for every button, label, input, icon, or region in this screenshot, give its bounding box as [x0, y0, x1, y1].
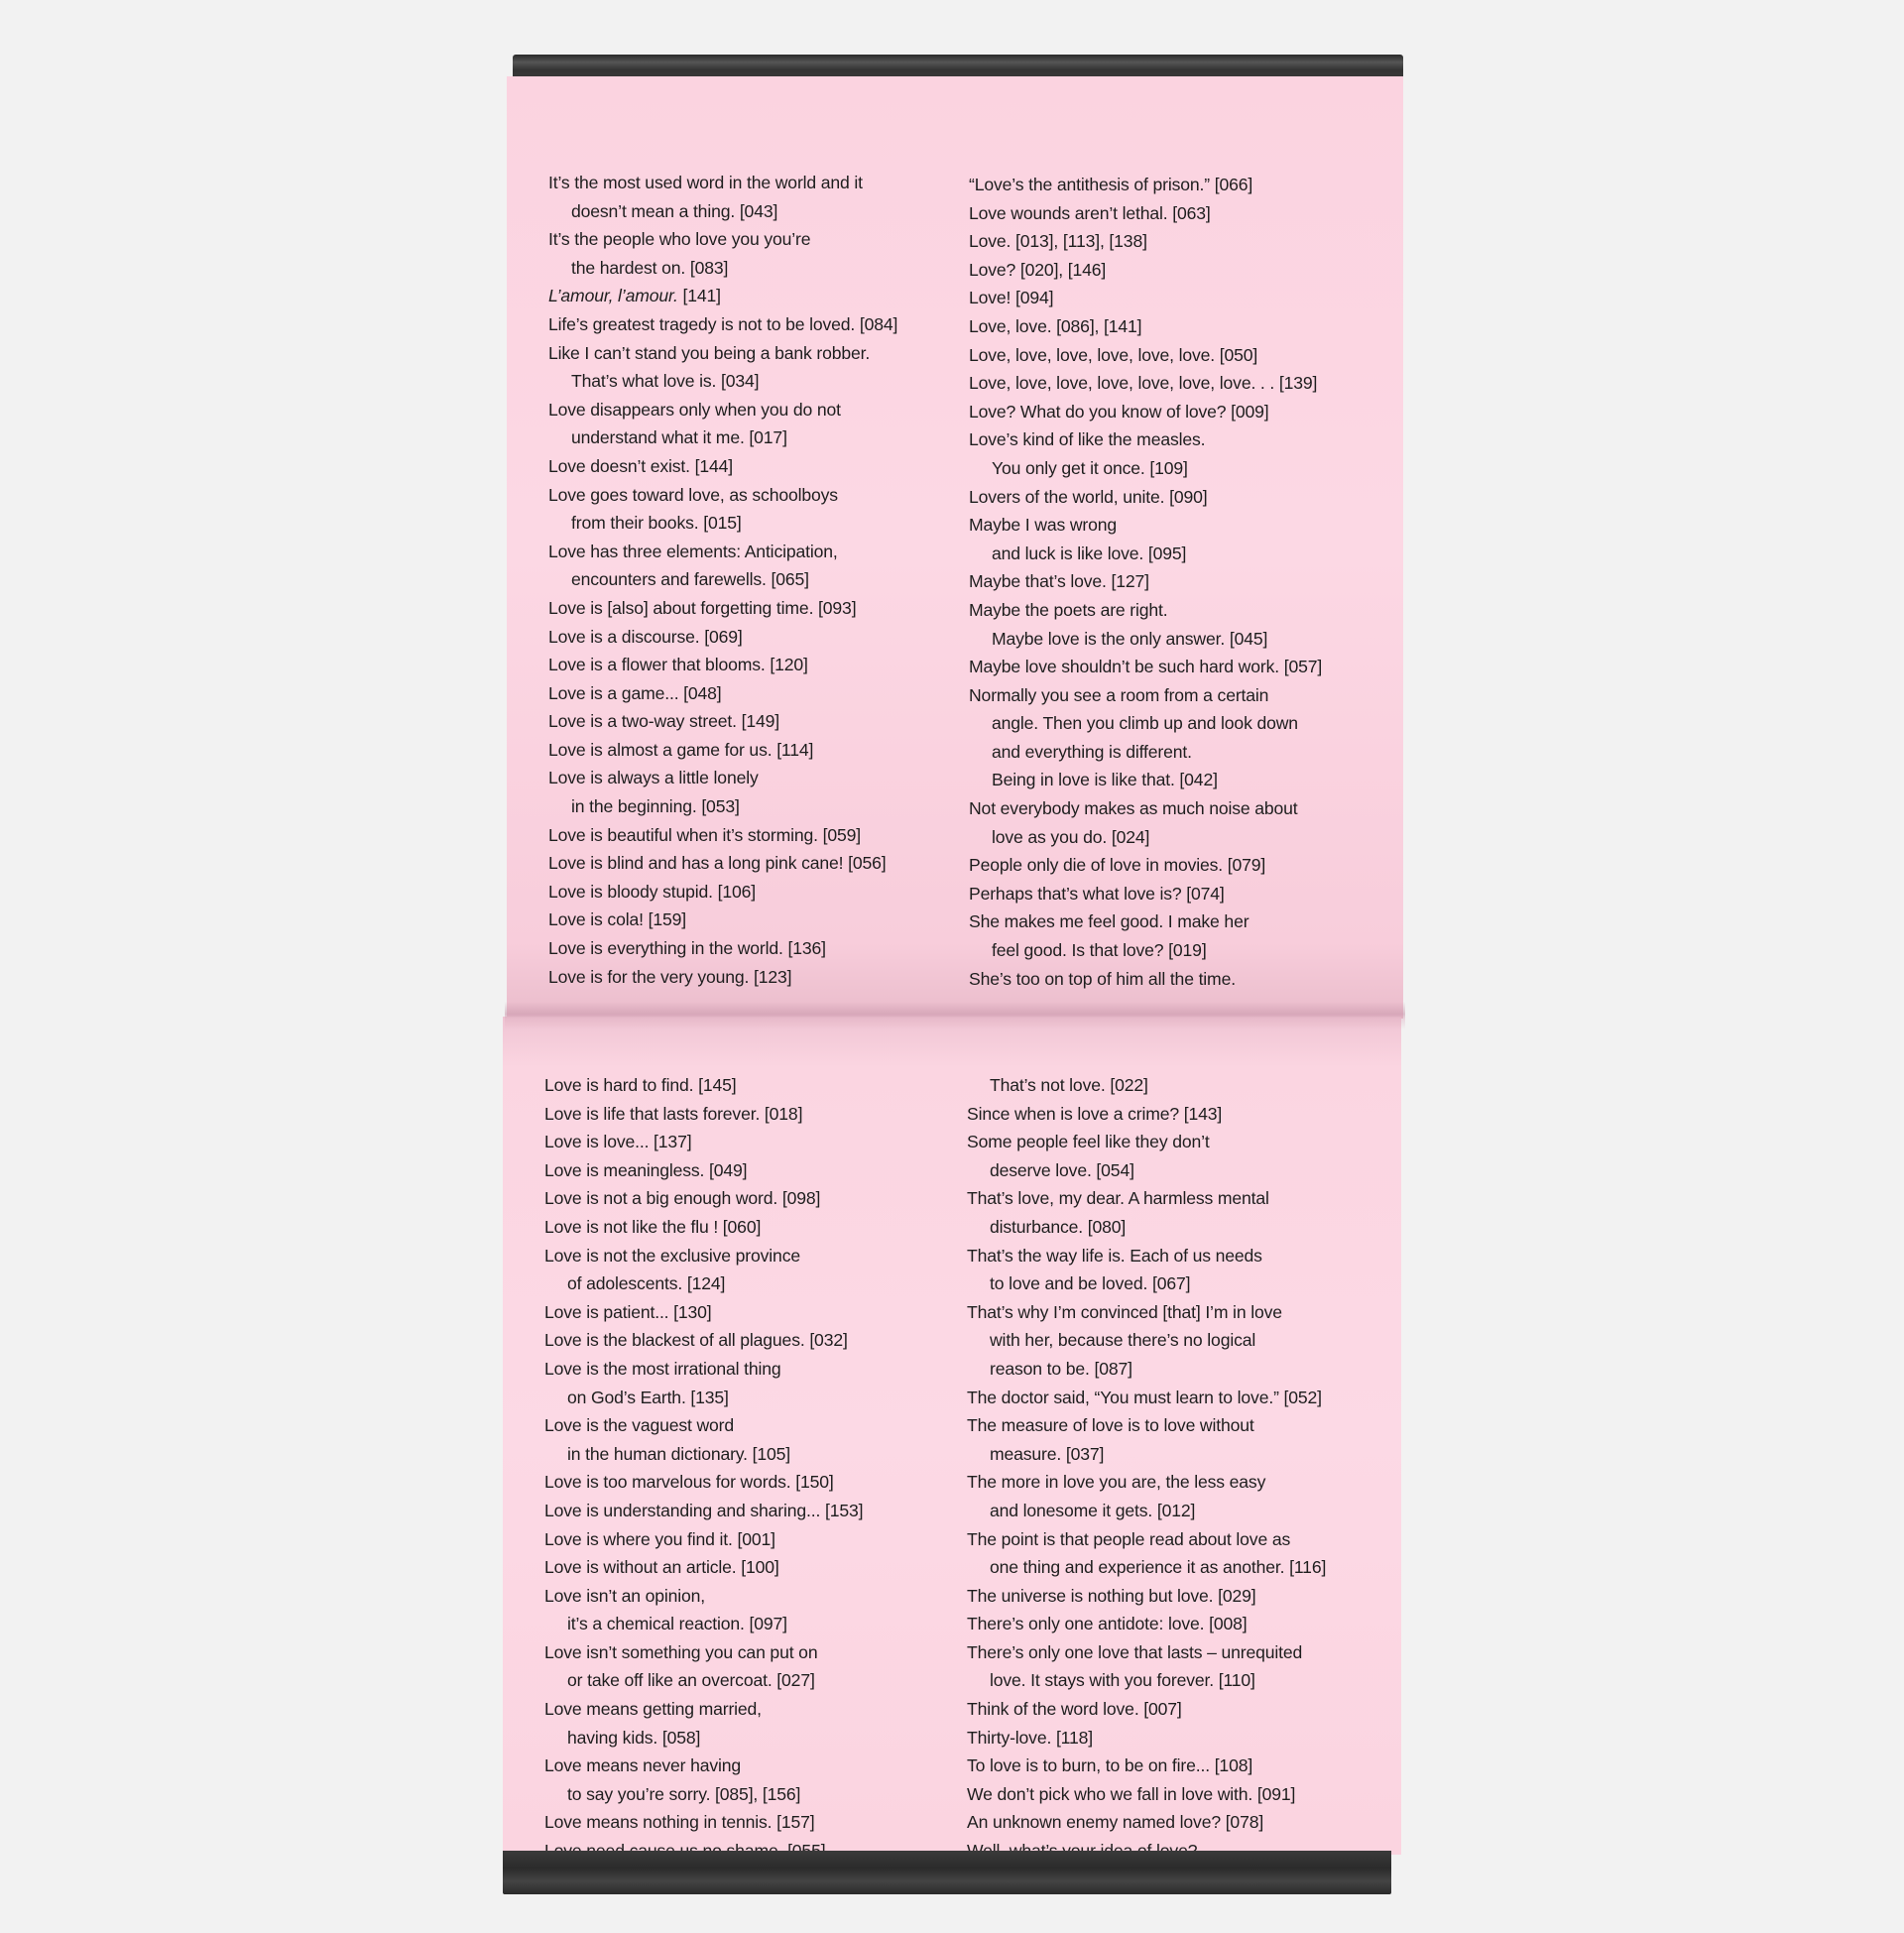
quote-line: Love. [013], [113], [138] — [969, 231, 1147, 252]
quote-line: We don’t pick who we fall in love with. [091] — [967, 1783, 1296, 1804]
quote-line: understand what it me. [017] — [571, 427, 787, 448]
quote-line: Love is without an article. [100] — [544, 1557, 779, 1578]
quote-line: Love is not a big enough word. [098] — [544, 1188, 821, 1209]
quote-line: The doctor said, “You must learn to love.” [052] — [967, 1387, 1322, 1407]
quote-line: She makes me feel good. I make her — [969, 911, 1250, 932]
quote-line: reason to be. [087] — [990, 1358, 1132, 1379]
quote-line: Love is the vaguest word — [544, 1415, 735, 1436]
quote-line: Love is life that lasts forever. [018] — [544, 1103, 803, 1124]
quote-line: The universe is nothing but love. [029] — [967, 1585, 1256, 1606]
quote-line: Love is too marvelous for words. [150] — [544, 1472, 834, 1493]
quote-line: She’s too on top of him all the time. — [969, 968, 1236, 989]
quote-line: Love means never having — [544, 1755, 742, 1776]
top-right-column — [969, 171, 1322, 993]
quote-line: in the human dictionary. [105] — [567, 1443, 791, 1464]
page-edge-bottom — [503, 1851, 1391, 1894]
quote-line: Being in love is like that. [042] — [992, 770, 1218, 790]
quote-line: Love, love. [086], [141] — [969, 315, 1142, 336]
quote-line: one thing and experience it as another. [116] — [990, 1557, 1327, 1578]
quote-line: doesn’t mean a thing. [043] — [571, 200, 778, 221]
top-left-column — [548, 169, 897, 991]
quote-line: encounters and farewells. [065] — [571, 569, 809, 590]
quote-line: Love is not the exclusive province — [544, 1245, 800, 1266]
quote-line: disturbance. [080] — [990, 1216, 1127, 1237]
quote-line — [548, 282, 897, 310]
bottom-page — [503, 1017, 1401, 1855]
quote-line: Love isn’t something you can put on — [544, 1641, 818, 1662]
quote-line: Love is a discourse. [069] — [548, 626, 743, 647]
quote-line: It’s the people who love you you’re — [548, 229, 811, 250]
quote-line: That’s love, my dear. A harmless mental — [967, 1188, 1269, 1209]
quote-line: measure. [037] — [990, 1443, 1105, 1464]
quote-line: It’s the most used word in the world and it — [548, 173, 863, 192]
quote-line: You only get it once. [109] — [992, 457, 1188, 478]
quote-line: Love! [094] — [969, 288, 1054, 308]
quote-line: to say you’re sorry. [085], [156] — [567, 1783, 801, 1804]
quote-line: love. It stays with you forever. [110] — [990, 1670, 1255, 1691]
quote-line: with her, because there’s no logical — [990, 1330, 1256, 1351]
quote-line: Love has three elements: Anticipation, — [548, 541, 838, 561]
quote-reference: [141] — [677, 286, 721, 306]
quote-line: feel good. Is that love? [019] — [992, 940, 1207, 961]
quote-line: The point is that people read about love as — [967, 1528, 1291, 1549]
quote-line: Love goes toward love, as schoolboys — [548, 484, 838, 505]
quote-line: Love is the blackest of all plagues. [032] — [544, 1330, 848, 1351]
quote-line: Love is for the very young. [123] — [548, 966, 792, 987]
quote-line: Love doesn’t exist. [144] — [548, 455, 733, 476]
quote-line: Maybe love shouldn’t be such hard work. [057] — [969, 657, 1323, 677]
quote-line: Love, love, love, love, love, love, love. . . [139] — [969, 373, 1318, 394]
quote-line: Think of the word love. [007] — [967, 1699, 1182, 1720]
quote-line: Maybe I was wrong — [969, 515, 1118, 536]
quote-line: Love, love, love, love, love, love. [050] — [969, 344, 1258, 365]
quote-line: That’s the way life is. Each of us needs — [967, 1245, 1262, 1266]
quote-line: of adolescents. [124] — [567, 1273, 726, 1294]
quote-line: on God’s Earth. [135] — [567, 1387, 729, 1407]
quote-line: There’s only one antidote: love. [008] — [967, 1614, 1248, 1634]
bottom-right-column — [967, 1071, 1326, 1893]
quote-line: having kids. [058] — [567, 1727, 701, 1748]
quote-line: Love? [020], [146] — [969, 259, 1107, 280]
quote-line: Love means getting married, — [544, 1699, 762, 1720]
quote-line: Love is the most irrational thing — [544, 1358, 781, 1379]
quote-line: People only die of love in movies. [079] — [969, 855, 1266, 876]
quote-line: Love is almost a game for us. [114] — [548, 739, 814, 760]
quote-line: angle. Then you climb up and look down — [992, 713, 1298, 734]
quote-line: Love is a game... [048] — [548, 682, 722, 703]
quote-line: Like I can’t stand you being a bank robber. — [548, 342, 871, 363]
quote-line: Lovers of the world, unite. [090] — [969, 486, 1208, 507]
quote-line: Love is where you find it. [001] — [544, 1528, 775, 1549]
quote-line: the hardest on. [083] — [571, 257, 729, 278]
quote-line: Love’s kind of like the measles. — [969, 429, 1206, 450]
quote-line: Love is not like the flu ! [060] — [544, 1216, 762, 1237]
quote-line: Normally you see a room from a certain — [969, 684, 1269, 705]
quote-line: Love is always a little lonely — [548, 768, 759, 788]
quote-line: Maybe love is the only answer. [045] — [992, 628, 1268, 649]
quote-line: Maybe that’s love. [127] — [969, 571, 1149, 592]
quote-line: Love is cola! [159] — [548, 909, 686, 930]
quote-line: from their books. [015] — [571, 513, 742, 534]
quote-line: Love isn’t an opinion, — [544, 1585, 706, 1606]
quote-line: That’s what love is. [034] — [571, 371, 760, 392]
quote-line: Perhaps that’s what love is? [074] — [969, 883, 1225, 904]
quote-line: Love is everything in the world. [136] — [548, 938, 826, 959]
quote-line: Love is [also] about forgetting time. [093] — [548, 597, 857, 618]
quote-line: Love is understanding and sharing... [153] — [544, 1500, 864, 1520]
quote-line: it’s a chemical reaction. [097] — [567, 1614, 787, 1634]
quote-line: Not everybody makes as much noise about — [969, 798, 1298, 819]
quote-line: and lonesome it gets. [012] — [990, 1500, 1196, 1520]
quote-line: Love? What do you know of love? [009] — [969, 401, 1269, 422]
quote-line: Love wounds aren’t lethal. [063] — [969, 202, 1211, 223]
quote-line: and everything is different. — [992, 741, 1192, 762]
quote-line: “Love’s the antithesis of prison.” [066] — [969, 175, 1253, 194]
quote-line: Love is patient... [130] — [544, 1301, 712, 1322]
quote-line: Love is love... [137] — [544, 1132, 692, 1152]
quote-line: or take off like an overcoat. [027] — [567, 1670, 815, 1691]
quote-line: To love is to burn, to be on fire... [108] — [967, 1755, 1253, 1776]
quote-line: in the beginning. [053] — [571, 796, 740, 817]
quote-line: Love is bloody stupid. [106] — [548, 881, 757, 902]
quote-line: deserve love. [054] — [990, 1159, 1134, 1180]
quote-line: Love is beautiful when it’s storming. [059] — [548, 824, 861, 845]
quote-line: and luck is like love. [095] — [992, 543, 1187, 563]
quote-line: That’s why I’m convinced [that] I’m in love — [967, 1301, 1282, 1322]
quote-italic-text: L’amour, l’amour. — [548, 286, 678, 306]
quote-line: There’s only one love that lasts – unrequited — [967, 1641, 1303, 1662]
quote-line: Love is meaningless. [049] — [544, 1159, 748, 1180]
book-gutter-fold — [505, 1002, 1405, 1029]
quote-line: Maybe the poets are right. — [969, 599, 1168, 620]
quote-line: An unknown enemy named love? [078] — [967, 1812, 1264, 1833]
quote-line: Love is a flower that blooms. [120] — [548, 655, 808, 675]
quote-line: Life’s greatest tragedy is not to be loved. [084] — [548, 313, 898, 334]
quote-line: Love means nothing in tennis. [157] — [544, 1812, 815, 1833]
quote-line: Since when is love a crime? [143] — [967, 1103, 1223, 1124]
quote-line: Some people feel like they don’t — [967, 1132, 1210, 1152]
quote-line: Love disappears only when you do not — [548, 399, 841, 420]
quote-line: to love and be loved. [067] — [990, 1273, 1191, 1294]
bottom-left-column — [544, 1071, 863, 1893]
open-book — [501, 55, 1405, 1894]
quote-line: The more in love you are, the less easy — [967, 1472, 1266, 1493]
quote-line: That’s not love. [022] — [990, 1075, 1148, 1095]
quote-line: Love is blind and has a long pink cane! [056] — [548, 853, 887, 874]
quote-line: Love is hard to find. [145] — [544, 1075, 737, 1095]
quote-line: The measure of love is to love without — [967, 1415, 1254, 1436]
quote-line: Love is a two-way street. [149] — [548, 711, 779, 732]
top-page — [507, 76, 1403, 1019]
quote-line: love as you do. [024] — [992, 826, 1150, 847]
quote-line: Thirty-love. [118] — [967, 1727, 1094, 1748]
